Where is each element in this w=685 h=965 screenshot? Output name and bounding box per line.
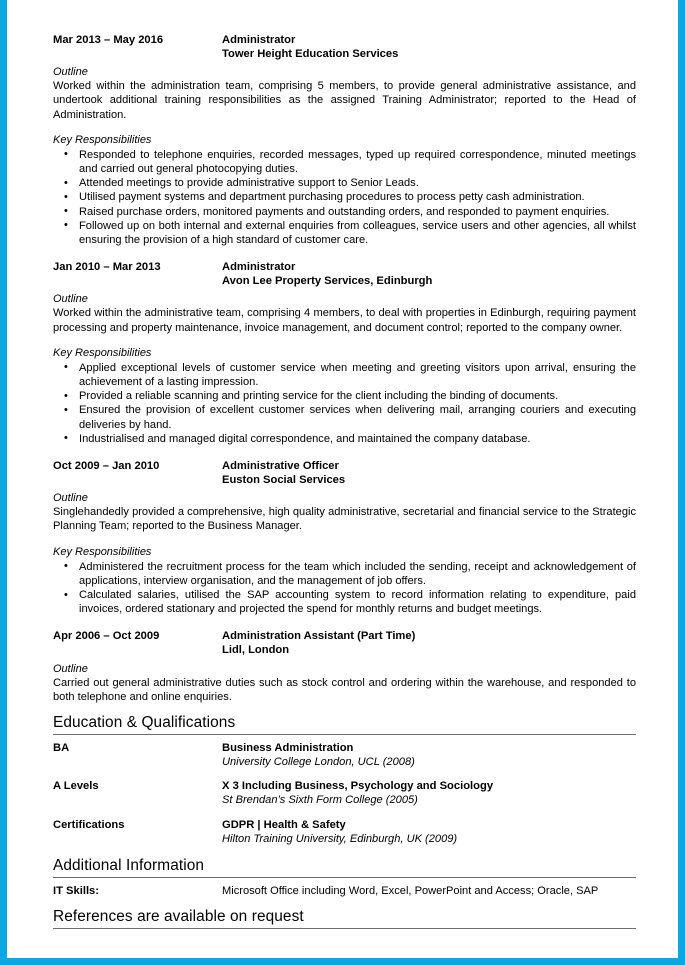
outline-text: Worked within the administration team, comprising 5 members, to provide general administrative assistance, and undertook additional training responsibilities as the assigned Training Administrator; reported to the Head of Administration. xyxy=(53,80,636,121)
education-row xyxy=(53,779,636,807)
experience-entry xyxy=(53,460,636,616)
experience-job-title: Administrator xyxy=(222,34,296,46)
experience-role-block xyxy=(222,630,636,657)
experience-entry-header xyxy=(53,630,636,657)
experience-company: Tower Height Education Services xyxy=(222,47,399,60)
experience-role-block xyxy=(222,34,636,61)
experience-dates: Apr 2006 – Oct 2009 xyxy=(53,630,160,643)
section-heading-references: References are available on request xyxy=(53,907,636,929)
entry-spacer xyxy=(53,247,636,261)
experience-company: Avon Lee Property Services, Edinburgh xyxy=(222,274,433,287)
experience-role-block xyxy=(222,460,636,487)
key-responsibilities-label: Key Responsibilities xyxy=(53,545,152,558)
key-responsibilities-list xyxy=(53,560,636,617)
key-responsibility-item: • Followed up on both internal and external enquiries from colleagues, service users and other agencies, all whilst ensuring the provision of a high standard of customer care. xyxy=(53,219,636,247)
outline-text: Carried out general administrative duties such as stock control and ordering within the warehouse, and responded to both telephone and online enquiries. xyxy=(53,676,636,703)
outline-text: Singlehandedly provided a comprehensive, high quality administrative, secretarial and financial service to the Strategic Planning Team; reported to the Business Manager. xyxy=(53,506,636,533)
experience-entry-header xyxy=(53,460,636,487)
section-heading-education: Education & Qualifications xyxy=(53,713,636,735)
education-institution: University College London, UCL (2008) xyxy=(222,756,415,769)
experience-dates: Mar 2013 – May 2016 xyxy=(53,34,164,46)
outline-label: Outline xyxy=(53,293,88,306)
experience-entry-header xyxy=(53,261,636,288)
entry-spacer xyxy=(53,446,636,460)
education-detail-block xyxy=(222,741,636,769)
key-responsibilities-label: Key Responsibilities xyxy=(53,133,152,146)
key-responsibility-item: • Calculated salaries, utilised the SAP accounting system to record information relating to expenditure, paid invoices, ordered stationary and projected the spend for monthly returns and budget meetings. xyxy=(53,588,636,616)
experience-job-title: Administrator xyxy=(222,261,296,274)
key-responsibility-item: • Utilised payment systems and department purchasing procedures to process petty cash administration. xyxy=(53,190,636,204)
education-institution: Hilton Training University, Edinburgh, UK (2009) xyxy=(222,832,458,845)
experience-entry-header xyxy=(53,34,636,61)
experience-company: Euston Social Services xyxy=(222,473,346,486)
section-heading-additional-information: Additional Information xyxy=(53,856,636,878)
key-responsibility-item: • Administered the recruitment process for the team which included the sending, receipt and acknowledgement of applications, interview organisation, and the management of job offers. xyxy=(53,560,636,588)
resume-sheet xyxy=(7,0,678,958)
experience-dates: Oct 2009 – Jan 2010 xyxy=(53,460,160,473)
key-responsibility-item: • Responded to telephone enquiries, recorded messages, typed up required correspondence, minuted meetings and carried out general photocopying duties. xyxy=(53,148,636,176)
additional-information-value-block xyxy=(222,884,636,898)
entry-spacer xyxy=(53,616,636,630)
key-responsibilities-list xyxy=(53,361,636,446)
outline-label: Outline xyxy=(53,662,88,675)
education-detail-block xyxy=(222,779,636,807)
education-subject: X 3 Including Business, Psychology and Sociology xyxy=(222,780,494,793)
experience-entry xyxy=(53,34,636,247)
education-subject: Business Administration xyxy=(222,742,354,755)
education-qualification-label: Certifications xyxy=(53,818,125,831)
experience-section xyxy=(53,34,636,704)
education-qualification-label: BA xyxy=(53,742,70,755)
experience-entry xyxy=(53,630,636,704)
experience-entry xyxy=(53,261,636,446)
experience-dates: Jan 2010 – Mar 2013 xyxy=(53,261,161,274)
key-responsibility-item: • Ensured the provision of excellent customer services when delivering mail, arranging couriers and executing deliveries by hand. xyxy=(53,403,636,431)
education-row xyxy=(53,741,636,769)
experience-role-block xyxy=(222,261,636,288)
additional-information-section xyxy=(53,884,636,898)
key-responsibility-item: • Industrialised and managed digital correspondence, and maintained the company database. xyxy=(53,432,636,446)
key-responsibilities-label: Key Responsibilities xyxy=(53,346,152,359)
education-row xyxy=(53,818,636,846)
additional-information-value: Microsoft Office including Word, Excel, PowerPoint and Access; Oracle, SAP xyxy=(222,885,599,898)
key-responsibility-item: • Attended meetings to provide administrative support to Senior Leads. xyxy=(53,176,636,190)
additional-information-label: IT Skills: xyxy=(53,885,100,898)
education-detail-block xyxy=(222,818,636,846)
education-section xyxy=(53,741,636,846)
additional-information-row xyxy=(53,884,636,898)
key-responsibility-item: • Raised purchase orders, monitored payments and outstanding orders, and responded to payment enquiries. xyxy=(53,205,636,219)
education-subject: GDPR | Health & Safety xyxy=(222,818,346,831)
experience-company: Lidl, London xyxy=(222,644,290,657)
education-qualification-label: A Levels xyxy=(53,780,99,793)
experience-job-title: Administrative Officer xyxy=(222,460,339,473)
outline-label: Outline xyxy=(53,66,88,79)
key-responsibility-item: • Applied exceptional levels of customer service when meeting and greeting visitors upon arrival, ensuring the achievement of a lasting impression. xyxy=(53,361,636,389)
key-responsibility-item: • Provided a reliable scanning and printing service for the client including the binding of documents. xyxy=(53,389,636,403)
education-institution: St Brendan’s Sixth Form College (2005) xyxy=(222,794,418,807)
experience-job-title: Administration Assistant (Part Time) xyxy=(222,630,416,643)
key-responsibilities-list xyxy=(53,148,636,247)
outline-label: Outline xyxy=(53,492,88,505)
outline-text: Worked within the administrative team, comprising 4 members, to deal with properties in Edinburgh, requiring payment processing and property maintenance, invoice management, and document control; reported to the company owner. xyxy=(53,307,636,334)
